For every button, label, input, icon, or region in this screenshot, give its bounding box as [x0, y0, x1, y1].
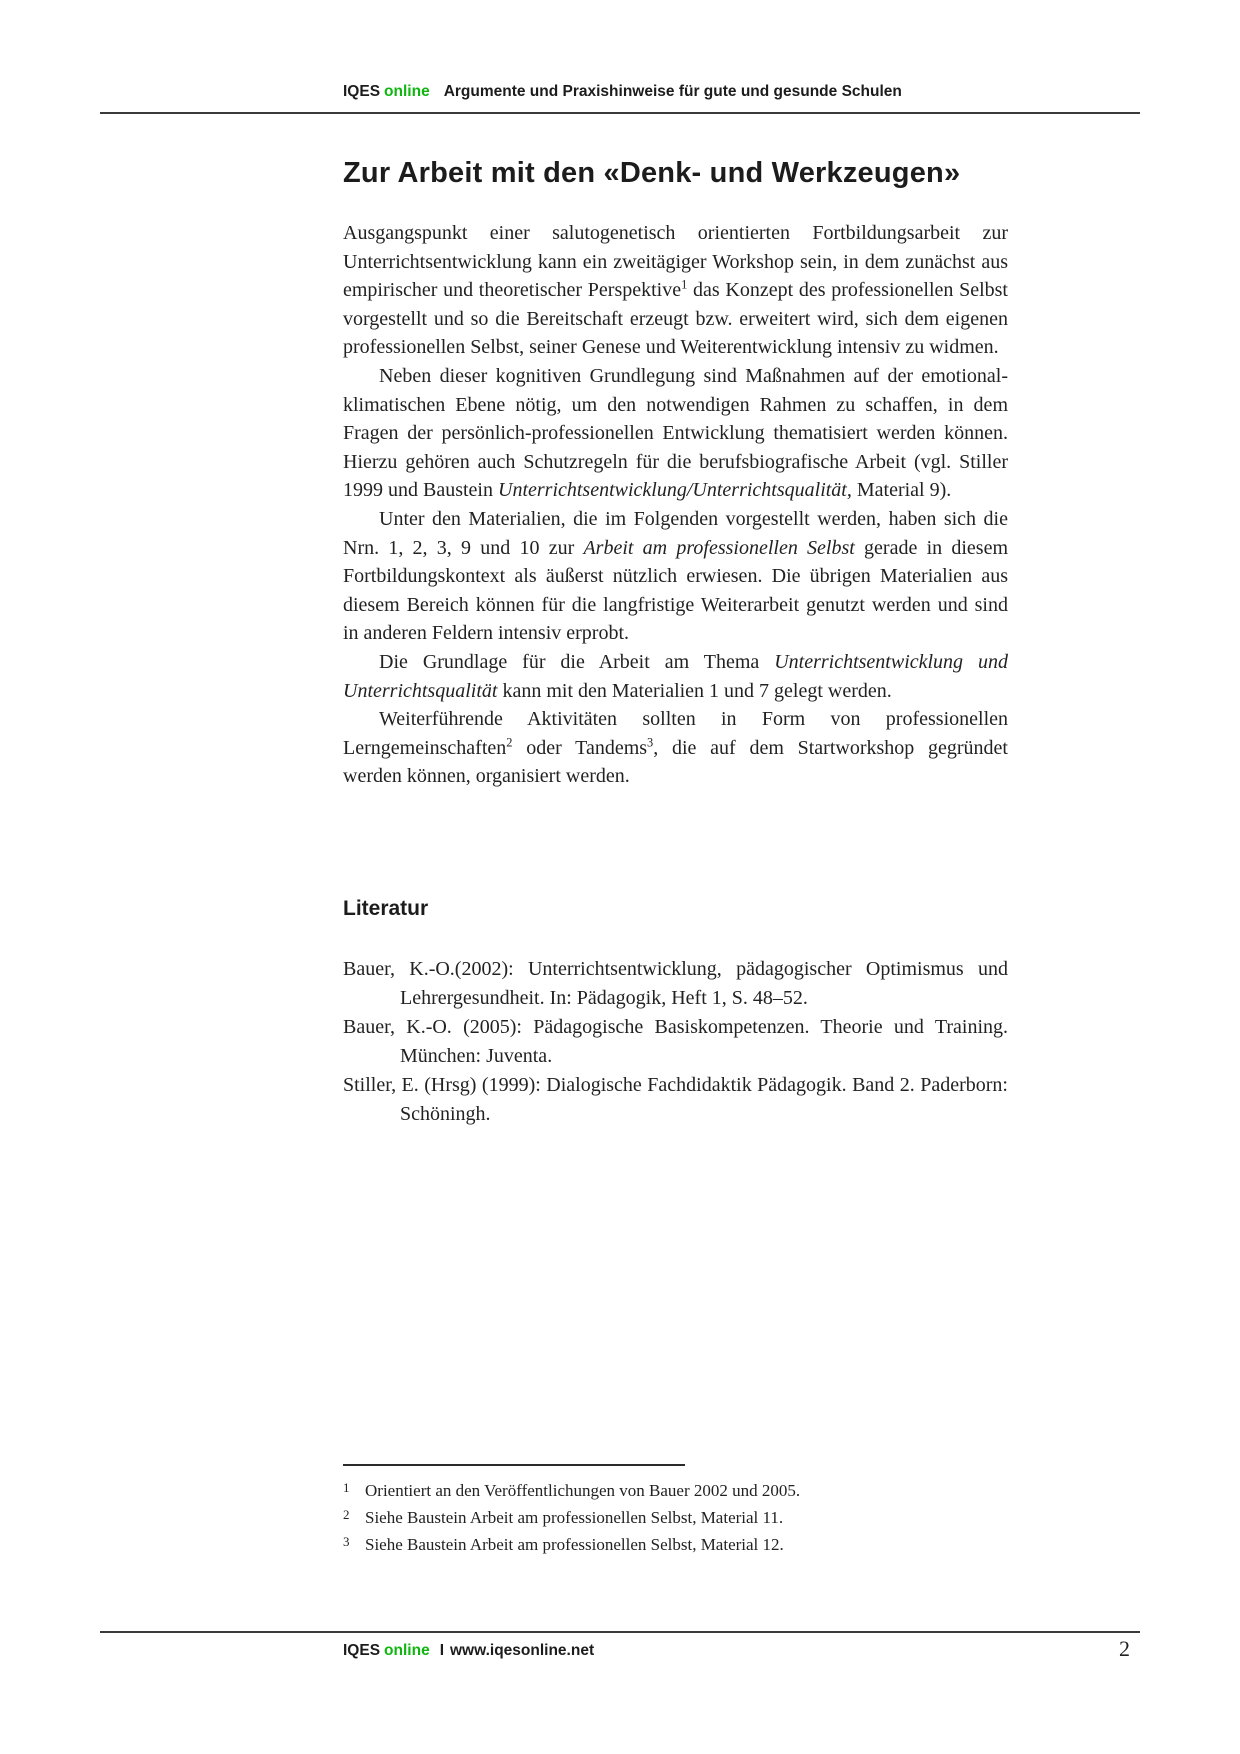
page-footer — [343, 1642, 594, 1660]
footnote — [343, 1478, 1023, 1505]
literature-entry: Bauer, K.-O. (2005): Pädagogische Basiskompetenzen. Theorie und Training. München: Juventa. — [343, 1016, 1008, 1067]
footer-brand-black: IQES — [343, 1642, 381, 1659]
literature-heading: Literatur — [343, 897, 429, 920]
header-rule — [100, 112, 1140, 114]
footnote-number: 2 — [343, 1507, 350, 1522]
footer-separator: I — [439, 1642, 444, 1659]
footer-url: www.iqesonline.net — [450, 1642, 595, 1659]
paragraph: Unter den Materialien, die im Folgenden vorgestellt werden, haben sich die Nrn. 1, 2, 3, 9 und 10 zur Arbeit am professionellen Selbst gerade in diesem Fortbildungskontext als äußerst nützlich erwiesen. Die übrigen Materialien aus diesem Bereich können für die langfristige Weiterarbeit genutzt werden und sind in anderen Feldern intensiv erprobt. — [343, 507, 1009, 645]
footnotes — [343, 1478, 1023, 1559]
literature-entry: Bauer, K.-O.(2002): Unterrichtsentwicklung, pädagogischer Optimismus und Lehrergesundheit. In: Pädagogik, Heft 1, S. 48–52. — [343, 958, 1008, 1009]
header-title: Argumente und Praxishinweise für gute und gesunde Schulen — [443, 83, 902, 100]
paragraph: Die Grundlage für die Arbeit am Thema Unterrichtsentwicklung und Unterrichtsqualität kann mit den Materialien 1 und 7 gelegt werden. — [343, 650, 1008, 702]
footnote-text: Siehe Baustein Arbeit am professionellen Selbst, Material 11. — [365, 1508, 784, 1527]
paragraph: Neben dieser kognitiven Grundlegung sind Maßnahmen auf der emotional-klimatischen Ebene nötig, um den notwendigen Rahmen zu schaffen, in dem Fragen der persönlich-professionellen Entwicklung thematisiert werden können. Hierzu gehören auch Schutzregeln für die berufsbiografische Arbeit (vgl. Stiller 1999 und Baustein Unterrichtsentwicklung/Unterrichtsqualität, Material 9). — [343, 364, 1008, 502]
header-brand-green: online — [384, 83, 430, 100]
footnote-text: Orientiert an den Veröffentlichungen von Bauer 2002 und 2005. — [365, 1481, 801, 1500]
footnote-rule — [343, 1464, 685, 1466]
footer-rule — [100, 1631, 1140, 1633]
paragraph: Ausgangspunkt einer salutogenetisch orientierten Fortbildungsarbeit zur Unterrichtsentwicklung kann ein zweitägiger Workshop sein, in dem zunächst aus empirischer und theoretischer Perspektive$^1$ das Konzept des professionellen Selbst vorgestellt und so die Bereitschaft erzeugt bzw. erweitert wird, sich dem eigenen professionellen Selbst, seiner Genese und Weiterentwicklung intensiv zu widmen. — [343, 222, 1008, 359]
footnote — [343, 1532, 1023, 1559]
footnote — [343, 1505, 1023, 1532]
page-title: Zur Arbeit mit den «Denk- und Werkzeugen» — [343, 157, 961, 189]
footer-brand-green: online — [384, 1642, 430, 1659]
header-brand-black: IQES — [343, 83, 381, 100]
literature-entry: Stiller, E. (Hrsg) (1999): Dialogische Fachdidaktik Pädagogik. Band 2. Paderborn: Schöningh. — [343, 1074, 1008, 1125]
article-body — [343, 219, 1008, 791]
paragraph: Weiterführende Aktivitäten sollten in Form von professionellen Lerngemeinschaften$^2$ oder Tandems$^3$, die auf dem Startworkshop gegründet werden können, organisiert werden. — [343, 708, 1008, 788]
footnote-text: Siehe Baustein Arbeit am professionellen Selbst, Material 12. — [365, 1535, 784, 1554]
page-number: 2 — [1119, 1636, 1130, 1661]
footnote-number: 1 — [343, 1480, 350, 1495]
footnote-number: 3 — [343, 1534, 350, 1549]
literature-list — [343, 955, 1008, 1129]
page-header — [343, 83, 902, 101]
